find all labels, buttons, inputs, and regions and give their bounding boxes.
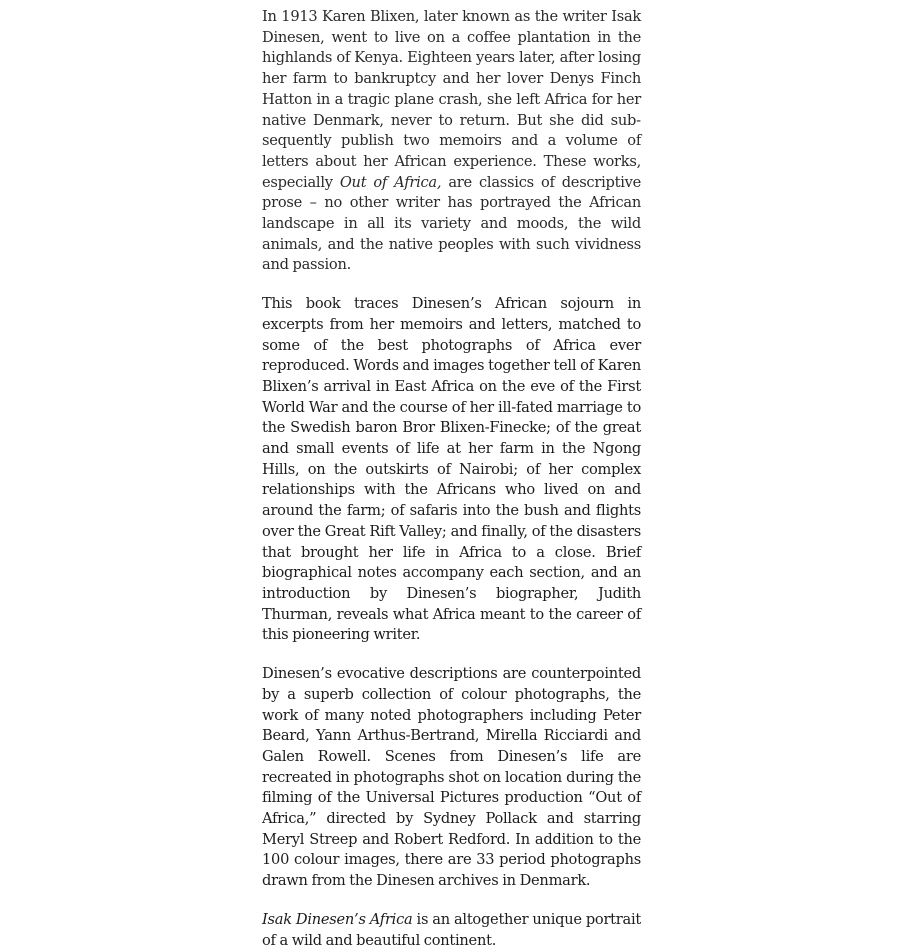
paragraph-photographs: Dinesen’s evocative descriptions are counterpointed by a superb collection of colour photographs, the work of many noted photographers including Peter Beard, Yann Arthus-Bertrand, Mirella Ricciardi and Galen Rowell. Scenes from Dinesen’s life are recreated in photographs shot on location during the filming of the Universal Pictures production “Out of Africa,” directed by Sydney Pollack and starring Meryl Streep and Robert Redford. In addition to the 100 colour images, there are 33 period photographs drawn from the Dinesen archives in Denmark. <box>262 665 641 890</box>
book-blurb <box>262 7 641 951</box>
book-title-out-of-africa: Out of Africa, <box>339 173 442 191</box>
intro-text-end: are classics of descriptive prose – no other writer has portrayed the African landscape in all its variety and moods, the wild animals, and the native peoples with such vividness and passion. <box>262 173 642 274</box>
book-title-isak-dinesens-africa: Isak Dinesen’s Africa <box>262 910 413 928</box>
paragraph-intro <box>262 7 641 276</box>
closing-text: is an altogether unique portrait of a wild and beautiful continent. <box>262 910 641 949</box>
paragraph-book-contents: This book traces Dinesen’s African sojourn in excerpts from her memoirs and letters, matched to some of the best photographs of Africa ever reproduced. Words and images together tell of Karen Blixen’s arrival in East Africa on the eve of the First World War and the course of her ill-fated marriage to the Swedish baron Bror Blixen-Finecke; of the great and small events of life at her farm in the Ngong Hills, on the outskirts of Nairobi; of her complex relationships with the Africans who lived on and around the farm; of safaris into the bush and flights over the Great Rift Valley; and finally, of the disasters that brought her life in Africa to a close. Brief biographical notes accompany each section, and an introduction by Dinesen’s biographer, Judith Thurman, reveals what Africa meant to the career of this pioneering writer. <box>262 295 641 644</box>
intro-text-start: In 1913 Karen Blixen, later known as the writer Isak Dinesen, went to live on a coffee plantation in the highlands of Kenya. Eighteen years later, after losing her farm to bankruptcy and her lover Denys Finch Hatton in a tragic plane crash, she left Africa for her native Denmark, never to return. But she did subsequently publish two memoirs and a volume of letters about her African experience. These works, especially <box>262 8 641 191</box>
paragraph-closing <box>262 910 641 951</box>
